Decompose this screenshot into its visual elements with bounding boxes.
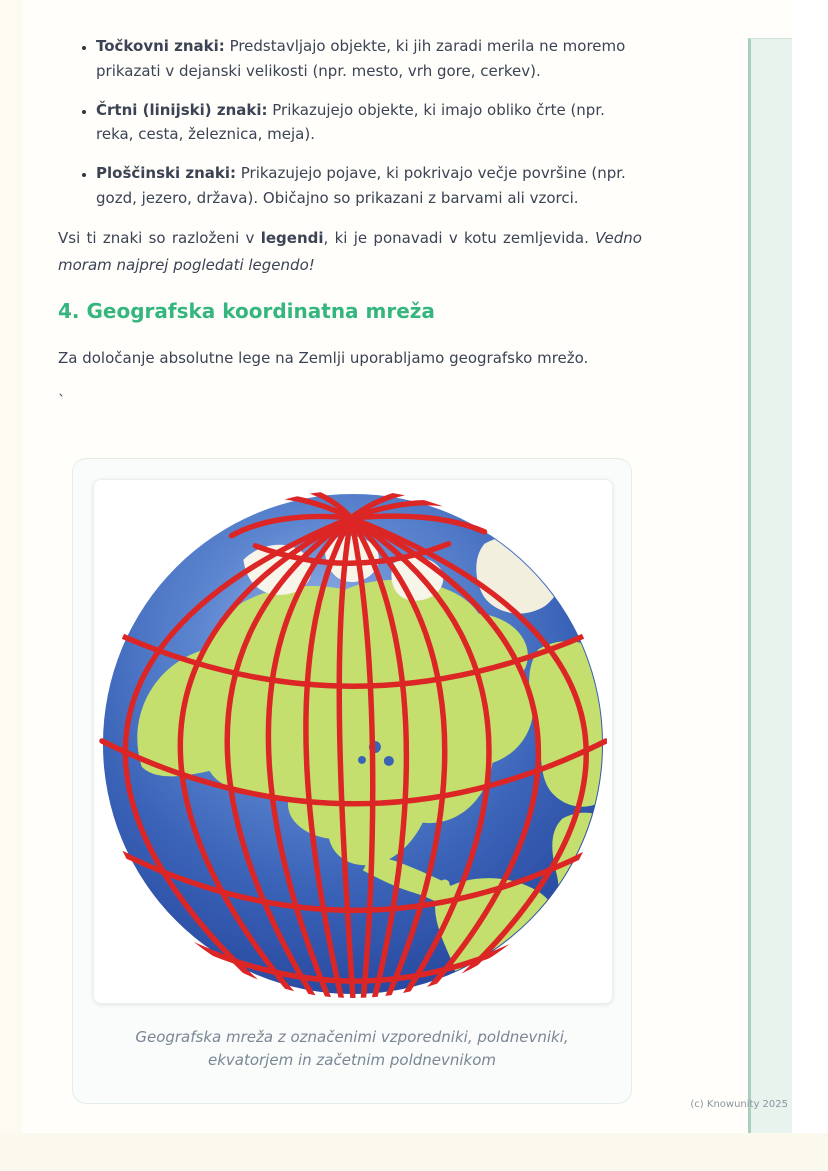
list-item-line-symbols [96,98,642,148]
outer-background-left [0,0,22,1133]
list-item-point-symbols [96,34,642,84]
legend-paragraph-middle: , ki je ponavadi v kotu zemljevida. [323,228,596,247]
africa [552,813,612,963]
great-lakes [384,756,394,766]
right-accent-strip [748,38,792,1133]
globe-image-frame [93,479,613,1004]
great-lakes [358,756,366,764]
legend-paragraph-start: Vsi ti znaki so razloženi v [58,228,261,247]
section-heading: 4. Geografska koordinatna mreža [58,299,435,323]
list-item-text: Prikazujejo objekte, ki imajo obliko črte (npr. reka, cesta, železnica, meja). [96,100,605,144]
stray-backtick: ` [58,391,66,410]
document-content [58,34,642,1104]
document-page [22,0,792,1133]
figure-card [72,458,632,1104]
figure-caption: Geografska mreža z označenimi vzporedniki, poldnevniki, ekvatorjem in začetnim poldnevnikom [135,1028,569,1070]
legend-keyword: legendi [260,228,324,247]
copyright-credit: (c) Knowunity 2025 [690,1099,788,1110]
greenland [476,536,561,614]
legend-paragraph [58,225,642,281]
caribbean-island [440,879,450,889]
list-item-lead: Črtni (linijski) znaki: [96,100,268,119]
list-item-text: Prikazujejo pojave, ki pokrivajo večje površine (npr. gozd, jezero, država). Običajno so prikazani z barvami ali vzorci. [96,164,626,207]
list-item-area-symbols [96,161,642,211]
list-item-lead: Točkovni znaki: [96,37,225,55]
outer-background-bottom [0,1133,828,1171]
globe-image [94,480,612,1003]
list-item-text: Predstavljajo objekte, ki jih zaradi merila ne moremo prikazati v dejanski velikosti (npr. mesto, vrh gore, cerkev). [96,37,626,80]
map-symbols-list [58,34,642,211]
intro-paragraph: Za določanje absolutne lege na Zemlji uporabljamo geografsko mrežo. [58,349,589,367]
list-item-lead: Ploščinski znaki: [96,164,236,182]
legend-reminder-italic: Vedno moram najprej pogledati legendo! [58,228,642,275]
